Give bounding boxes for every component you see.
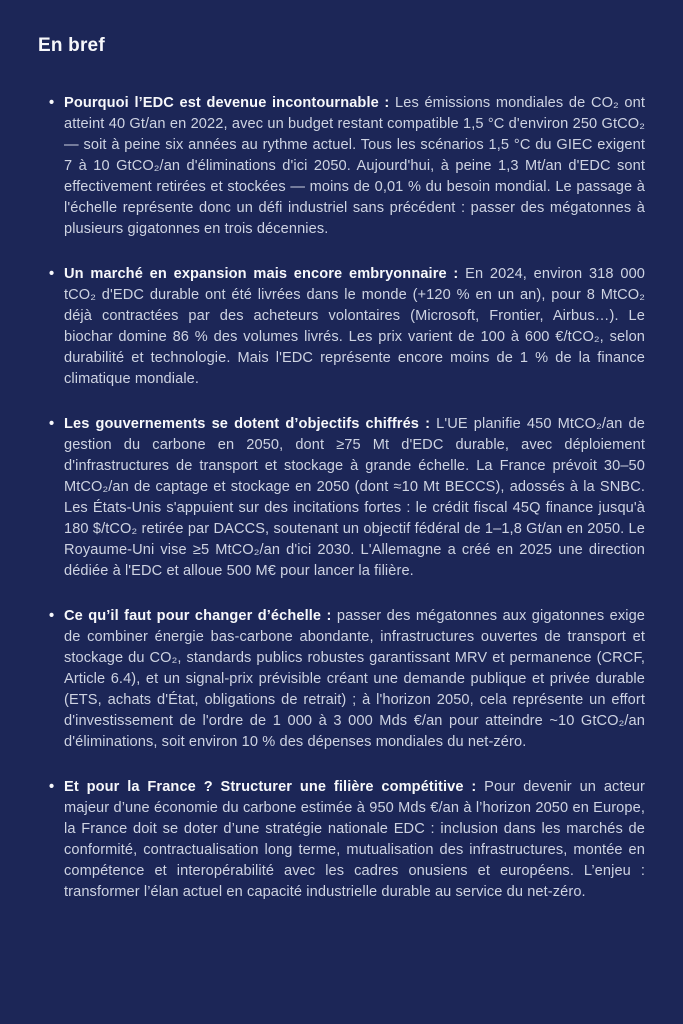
bullet-text: passer des mégatonnes aux gigatonnes exige de combiner énergie bas-carbone abondante, infrastructures ouvertes de transport et stockage du CO₂, standards publics robustes garantissant MRV et permanence (CRCF, Article 6.4), et un signal-prix prévisible créant une demande publique et privée durable (ETS, achats d'État, obligations de retrait) ; à l'horizon 2050, cela représente un effort d'investissement de l'ordre de 1 000 à 3 000 Mds €/an pour atteindre ~10 GtCO₂/an d'éliminations, soit environ 10 % des dépenses mondiales du net-zéro. xyxy=(64,608,645,750)
bullet-label: Les gouvernements se dotent d’objectifs chiffrés : xyxy=(64,416,431,432)
bullet-item xyxy=(52,264,645,390)
bullet-item xyxy=(52,93,645,240)
bullet-label: Un marché en expansion mais encore embryonnaire : xyxy=(64,266,459,282)
bullet-text: En 2024, environ 318 000 tCO₂ d'EDC durable ont été livrées dans le monde (+120 % en un an), pour 8 MtCO₂ déjà contractées par des acheteurs volontaires (Microsoft, Frontier, Airbus…). Le biochar domine 86 % des volumes livrés. Les prix varient de 100 à 600 €/tCO₂, selon durabilité et technologie. Mais l'EDC représente encore moins de 1 % de la finance climatique mondiale. xyxy=(64,266,645,387)
bullet-label: Et pour la France ? Structurer une filière compétitive : xyxy=(64,779,477,795)
bullet-item xyxy=(52,606,645,753)
bullet-label: Pourquoi l’EDC est devenue incontournable : xyxy=(64,95,390,111)
bullet-item xyxy=(52,777,645,903)
bullet-item xyxy=(52,414,645,582)
bullet-text: L'UE planifie 450 MtCO₂/an de gestion du carbone en 2050, dont ≥75 Mt d'EDC durable, avec déploiement d'infrastructures de transport et stockage à grande échelle. La France prévoit 30–50 MtCO₂/an de captage et stockage en 2050 (dont ≈10 Mt BECCS), adossés à la SNBC. Les États-Unis s'appuient sur des incitations fortes : le crédit fiscal 45Q finance jusqu'à 180 $/tCO₂ retirée par DACCS, soutenant un objectif fédéral de 1–1,8 Gt/an en 2050. Le Royaume-Uni vise ≥5 MtCO₂/an d'ici 2030. L'Allemagne a créé en 2025 une direction dédiée à l'EDC et alloue 500 M€ pour lancer la filière. xyxy=(64,416,645,579)
bullet-text: Pour devenir un acteur majeur d’une économie du carbone estimée à 950 Mds €/an à l’horizon 2050 en Europe, la France doit se doter d’une stratégie nationale EDC : inclusion dans les marchés de conformité, contractualisation long terme, mutualisation des infrastructures, montée en compétence et interopérabilité avec les cadres onusiens et européens. L’enjeu : transformer l’élan actuel en capacité industrielle durable au service du net-zéro. xyxy=(64,779,645,900)
bullet-label: Ce qu’il faut pour changer d’échelle : xyxy=(64,608,332,624)
summary-bullet-list xyxy=(38,93,645,903)
page-title: En bref xyxy=(38,35,105,56)
bullet-text: Les émissions mondiales de CO₂ ont atteint 40 Gt/an en 2022, avec un budget restant compatible 1,5 °C d'environ 250 GtCO₂ — soit à peine six années au rythme actuel. Tous les scénarios 1,5 °C du GIEC exigent 7 à 10 GtCO₂/an d'éliminations d'ici 2050. Aujourd'hui, à peine 1,3 Mt/an d'EDC sont effectivement retirées et stockées — moins de 0,01 % du besoin mondial. Le passage à l'échelle représente donc un défi industriel sans précédent : passer des mégatonnes à plusieurs gigatonnes en trois décennies. xyxy=(64,95,646,237)
